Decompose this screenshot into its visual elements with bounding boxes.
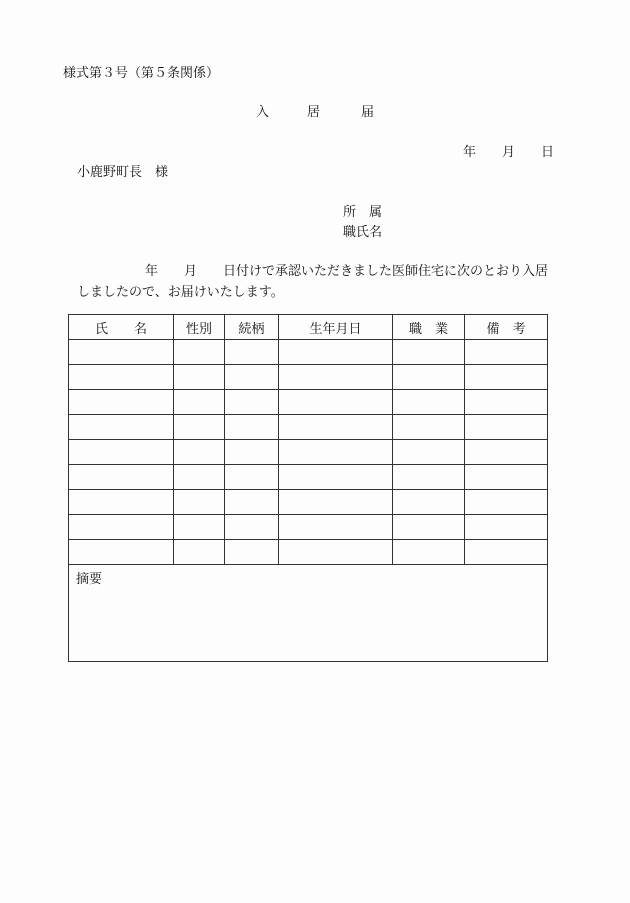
table-cell[interactable] [393, 415, 465, 440]
table-cell[interactable] [393, 515, 465, 540]
table-row [69, 490, 548, 515]
form-number: 様式第３号（第５条関係） [63, 66, 220, 81]
resident-table [68, 314, 548, 565]
table-cell[interactable] [465, 390, 548, 415]
table-cell[interactable] [465, 440, 548, 465]
table-cell[interactable] [465, 540, 548, 565]
table-row [69, 415, 548, 440]
table-cell[interactable] [69, 490, 174, 515]
table-cell[interactable] [279, 490, 393, 515]
table-cell[interactable] [69, 340, 174, 365]
table-cell[interactable] [225, 415, 279, 440]
table-row [69, 540, 548, 565]
column-header-occupation: 職 業 [393, 315, 465, 340]
recipient: 小鹿野町長 様 [77, 165, 169, 180]
notes-box[interactable] [68, 564, 548, 662]
column-header-remarks: 備 考 [465, 315, 548, 340]
table-cell[interactable] [279, 415, 393, 440]
table-cell[interactable] [279, 340, 393, 365]
table-cell[interactable] [465, 415, 548, 440]
table-cell[interactable] [279, 440, 393, 465]
table-cell[interactable] [225, 515, 279, 540]
table-cell[interactable] [174, 415, 225, 440]
table-cell[interactable] [279, 465, 393, 490]
table-row [69, 390, 548, 415]
body-text-line: 年 月 日付けで承認いただきました医師住宅に次のとおり入居 [145, 264, 549, 279]
column-header-gender: 性別 [174, 315, 225, 340]
table-row [69, 340, 548, 365]
title-char: 入 [256, 105, 270, 120]
date-line: 年 月 日 [463, 145, 555, 160]
table-cell[interactable] [393, 490, 465, 515]
table-row [69, 440, 548, 465]
table-cell[interactable] [393, 540, 465, 565]
table-cell[interactable] [393, 465, 465, 490]
title-char: 届 [361, 105, 375, 120]
table-cell[interactable] [225, 390, 279, 415]
table-cell[interactable] [279, 540, 393, 565]
table-cell[interactable] [174, 515, 225, 540]
table-row [69, 365, 548, 390]
document-title [256, 106, 374, 119]
affiliation-label: 所 属 [343, 205, 383, 220]
table-cell[interactable] [225, 465, 279, 490]
table-row [69, 515, 548, 540]
table-cell[interactable] [279, 365, 393, 390]
table-cell[interactable] [279, 390, 393, 415]
table-cell[interactable] [465, 490, 548, 515]
table-cell[interactable] [69, 540, 174, 565]
table-cell[interactable] [465, 340, 548, 365]
table-cell[interactable] [174, 340, 225, 365]
table-cell[interactable] [393, 340, 465, 365]
column-header-name: 氏 名 [69, 315, 174, 340]
table-cell[interactable] [393, 440, 465, 465]
body-text-line: しましたので、お届けいたします。 [77, 285, 284, 300]
table-cell[interactable] [174, 465, 225, 490]
title-char: 居 [307, 105, 321, 120]
table-row [69, 465, 548, 490]
table-cell[interactable] [465, 365, 548, 390]
table-cell[interactable] [69, 515, 174, 540]
table-cell[interactable] [393, 365, 465, 390]
table-cell[interactable] [465, 515, 548, 540]
table-cell[interactable] [174, 390, 225, 415]
table-cell[interactable] [174, 440, 225, 465]
table-cell[interactable] [225, 440, 279, 465]
table-cell[interactable] [225, 365, 279, 390]
table-cell[interactable] [225, 540, 279, 565]
column-header-relationship: 続柄 [225, 315, 279, 340]
column-header-birthdate: 生年月日 [279, 315, 393, 340]
table-header-row [69, 315, 548, 340]
table-cell[interactable] [69, 365, 174, 390]
name-title-label: 職氏名 [343, 225, 383, 240]
table-cell[interactable] [69, 465, 174, 490]
table-cell[interactable] [69, 415, 174, 440]
notes-label: 摘要 [76, 572, 103, 587]
table-cell[interactable] [69, 390, 174, 415]
table-cell[interactable] [174, 490, 225, 515]
table-cell[interactable] [225, 340, 279, 365]
table-cell[interactable] [69, 440, 174, 465]
table-cell[interactable] [279, 515, 393, 540]
table-cell[interactable] [465, 465, 548, 490]
table-cell[interactable] [174, 365, 225, 390]
table-cell[interactable] [225, 490, 279, 515]
table-cell[interactable] [174, 540, 225, 565]
table-cell[interactable] [393, 390, 465, 415]
